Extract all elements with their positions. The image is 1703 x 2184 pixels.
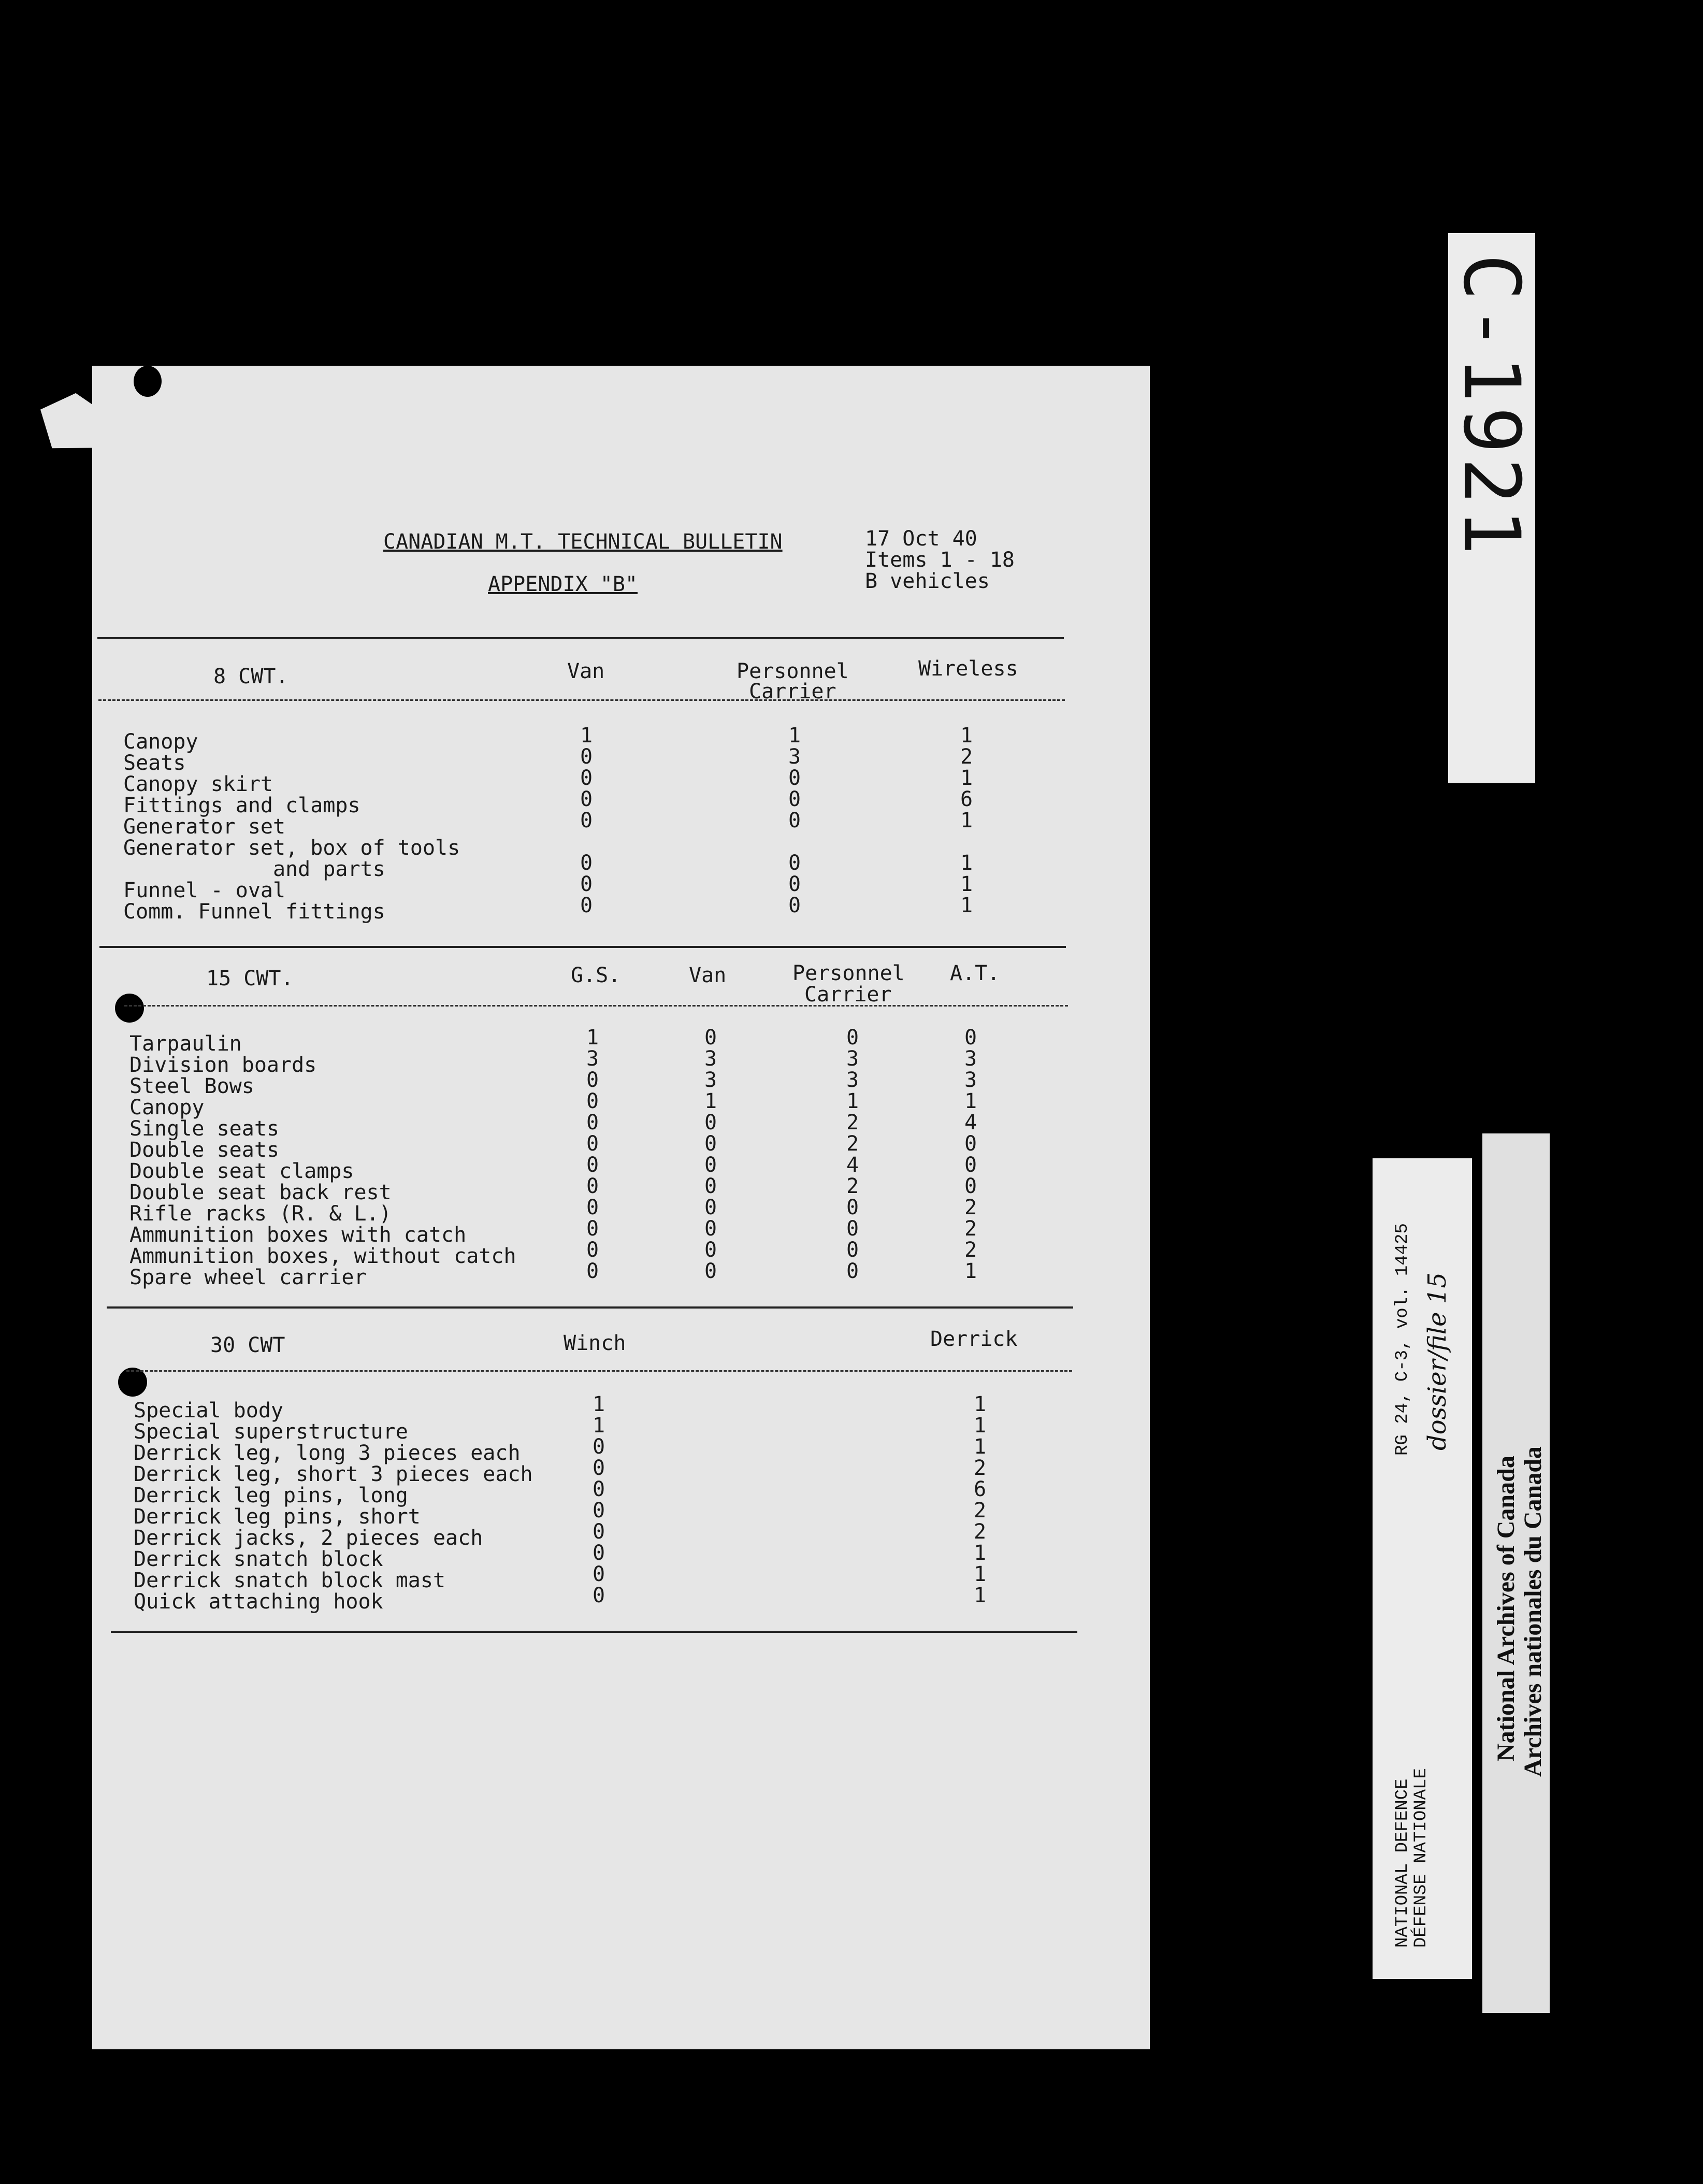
cell-value: 0: [704, 1026, 717, 1050]
item-label: Double seat back rest: [129, 1181, 392, 1204]
cell-value: 0: [788, 894, 801, 917]
item-label: Special superstructure: [134, 1420, 408, 1444]
item-label: Division boards: [129, 1053, 317, 1077]
column-header: Personnel: [737, 659, 849, 683]
item-label: Double seats: [129, 1138, 279, 1162]
bulletin-items: Items 1 - 18: [865, 548, 1015, 572]
item-label: Generator set, box of tools: [123, 836, 460, 860]
item-label: Derrick snatch block mast: [134, 1569, 446, 1592]
cell-value: 0: [586, 1153, 599, 1177]
cell-value: 0: [592, 1435, 605, 1459]
cell-value: 0: [586, 1196, 599, 1219]
item-label: Derrick snatch block: [134, 1547, 383, 1571]
cell-value: 3: [964, 1068, 977, 1092]
item-label: Tarpaulin: [129, 1032, 242, 1056]
cell-value: 0: [580, 851, 593, 875]
section-rule: [111, 1631, 1077, 1633]
item-label: Ammunition boxes, without catch: [129, 1244, 516, 1268]
cell-value: 0: [788, 851, 801, 875]
column-header: G.S.: [571, 964, 621, 987]
cell-value: 0: [704, 1238, 717, 1262]
cell-value: 0: [788, 809, 801, 832]
cell-value: 1: [580, 724, 593, 748]
item-label: Generator set: [123, 815, 286, 839]
cell-value: 2: [964, 1217, 977, 1241]
item-label: Special body: [134, 1399, 283, 1423]
cell-value: 4: [846, 1153, 859, 1177]
appendix-label: APPENDIX "B": [488, 572, 638, 596]
item-label: Canopy: [129, 1096, 205, 1119]
cell-value: 0: [592, 1477, 605, 1501]
reference-number: C-1921: [1446, 254, 1536, 559]
item-label: Derrick leg pins, long: [134, 1484, 408, 1507]
cell-value: 1: [964, 1259, 977, 1283]
cell-value: 0: [788, 787, 801, 811]
cell-value: 1: [964, 1089, 977, 1113]
archives-name-fr: Archives nationales du Canada: [1519, 1446, 1547, 1777]
header-rule: [124, 1005, 1068, 1007]
item-label: Fittings and clamps: [123, 794, 360, 817]
cell-value: 0: [846, 1217, 859, 1241]
section-title: 30 CWT: [210, 1333, 285, 1357]
cell-value: 0: [586, 1089, 599, 1113]
bulletin-date: 17 Oct 40: [865, 527, 977, 551]
cell-value: 2: [973, 1456, 987, 1480]
cell-value: 1: [960, 872, 973, 896]
item-label: Quick attaching hook: [134, 1590, 383, 1614]
cell-value: 0: [964, 1153, 977, 1177]
item-label: Derrick leg, long 3 pieces each: [134, 1441, 521, 1465]
cell-value: 0: [592, 1499, 605, 1522]
cell-value: 0: [704, 1174, 717, 1198]
cell-value: 0: [592, 1541, 605, 1565]
item-label: Canopy skirt: [123, 772, 273, 796]
punch-hole: [115, 994, 144, 1023]
section-rule: [97, 637, 1064, 639]
column-header: Carrier: [749, 680, 836, 703]
item-label: Seats: [123, 751, 186, 775]
cell-value: 1: [973, 1392, 987, 1416]
item-label: Ammunition boxes with catch: [129, 1223, 467, 1247]
cell-value: 2: [973, 1499, 987, 1522]
column-header: Personnel: [792, 961, 905, 985]
item-label: Steel Bows: [129, 1074, 254, 1098]
item-label: Derrick leg, short 3 pieces each: [134, 1462, 533, 1486]
item-label: Rifle racks (R. & L.): [129, 1202, 392, 1226]
cell-value: 1: [973, 1562, 987, 1586]
cell-value: 0: [586, 1132, 599, 1156]
cell-value: 0: [580, 787, 593, 811]
bulletin-title: CANADIAN M.T. TECHNICAL BULLETIN: [383, 530, 783, 554]
cell-value: 3: [704, 1068, 717, 1092]
cell-value: 0: [788, 872, 801, 896]
cell-value: 2: [960, 745, 973, 769]
item-label: Spare wheel carrier: [129, 1266, 367, 1289]
cell-value: 1: [704, 1089, 717, 1113]
column-header: Winch: [564, 1331, 626, 1355]
cell-value: 1: [973, 1584, 987, 1607]
item-label: Double seat clamps: [129, 1159, 354, 1183]
department-fr: DÉFENSE NATIONALE: [1411, 1768, 1431, 1948]
item-label: Comm. Funnel fittings: [123, 900, 385, 924]
header-rule: [126, 1370, 1072, 1372]
cell-value: 3: [788, 745, 801, 769]
cell-value: 1: [846, 1089, 859, 1113]
cell-value: 2: [964, 1196, 977, 1219]
cell-value: 1: [960, 851, 973, 875]
cell-value: 0: [704, 1153, 717, 1177]
record-group: RG 24, C-3, vol. 14425: [1393, 1223, 1412, 1456]
cell-value: 2: [964, 1238, 977, 1262]
cell-value: 0: [586, 1174, 599, 1198]
cell-value: 0: [580, 894, 593, 917]
cell-value: 0: [580, 809, 593, 832]
cell-value: 0: [704, 1259, 717, 1283]
cell-value: 1: [586, 1026, 599, 1050]
cell-value: 1: [960, 894, 973, 917]
cell-value: 0: [846, 1259, 859, 1283]
cell-value: 0: [586, 1259, 599, 1283]
cell-value: 1: [592, 1392, 605, 1416]
cell-value: 0: [586, 1217, 599, 1241]
cell-value: 0: [788, 766, 801, 790]
cell-value: 0: [704, 1111, 717, 1134]
section-title: 15 CWT.: [206, 967, 294, 990]
item-label: and parts: [123, 857, 385, 881]
cell-value: 2: [846, 1174, 859, 1198]
cell-value: 3: [964, 1047, 977, 1071]
section-rule: [107, 1306, 1073, 1309]
cell-value: 0: [592, 1456, 605, 1480]
department-en: NATIONAL DEFENCE: [1393, 1778, 1412, 1948]
cell-value: 0: [846, 1238, 859, 1262]
cell-value: 0: [846, 1196, 859, 1219]
item-label: Derrick leg pins, short: [134, 1505, 421, 1529]
cell-value: 1: [960, 766, 973, 790]
cell-value: 1: [960, 809, 973, 832]
cell-value: 1: [788, 724, 801, 748]
column-header: Carrier: [804, 983, 892, 1007]
cell-value: 1: [973, 1541, 987, 1565]
cell-value: 0: [704, 1217, 717, 1241]
cell-value: 6: [973, 1477, 987, 1501]
item-label: Single seats: [129, 1117, 279, 1141]
cell-value: 0: [846, 1026, 859, 1050]
cell-value: 3: [846, 1047, 859, 1071]
cell-value: 0: [580, 745, 593, 769]
header-rule: [98, 699, 1065, 701]
cell-value: 1: [960, 724, 973, 748]
section-rule: [99, 946, 1066, 948]
cell-value: 0: [704, 1132, 717, 1156]
cell-value: 0: [580, 766, 593, 790]
cell-value: 0: [580, 872, 593, 896]
column-header: A.T.: [950, 961, 1000, 985]
cell-value: 3: [704, 1047, 717, 1071]
cell-value: 0: [964, 1174, 977, 1198]
cell-value: 1: [973, 1435, 987, 1459]
cell-value: 6: [960, 787, 973, 811]
cell-value: 3: [586, 1047, 599, 1071]
column-header: Wireless: [918, 657, 1018, 681]
cell-value: 0: [704, 1196, 717, 1219]
item-label: Canopy: [123, 730, 198, 754]
archives-name-en: National Archives of Canada: [1492, 1456, 1520, 1761]
item-label: Funnel - oval: [123, 879, 286, 902]
cell-value: 2: [846, 1132, 859, 1156]
cell-value: 1: [592, 1414, 605, 1438]
column-header: Van: [689, 964, 727, 987]
section-title: 8 CWT.: [213, 665, 288, 688]
cell-value: 4: [964, 1111, 977, 1134]
cell-value: 3: [846, 1068, 859, 1092]
cell-value: 2: [973, 1520, 987, 1544]
cell-value: 2: [846, 1111, 859, 1134]
punch-hole: [118, 1368, 147, 1397]
cell-value: 0: [586, 1111, 599, 1134]
column-header: Derrick: [930, 1327, 1018, 1351]
punch-hole: [134, 366, 162, 397]
cell-value: 1: [973, 1414, 987, 1438]
cell-value: 0: [964, 1132, 977, 1156]
cell-value: 0: [586, 1238, 599, 1262]
cell-value: 0: [586, 1068, 599, 1092]
cell-value: 0: [592, 1520, 605, 1544]
cell-value: 0: [592, 1562, 605, 1586]
cell-value: 0: [964, 1026, 977, 1050]
column-header: Van: [567, 659, 605, 683]
cell-value: 0: [592, 1584, 605, 1607]
file-number: dossier/file 15: [1423, 1272, 1452, 1450]
item-label: Derrick jacks, 2 pieces each: [134, 1526, 483, 1550]
bulletin-category: B vehicles: [865, 569, 990, 593]
